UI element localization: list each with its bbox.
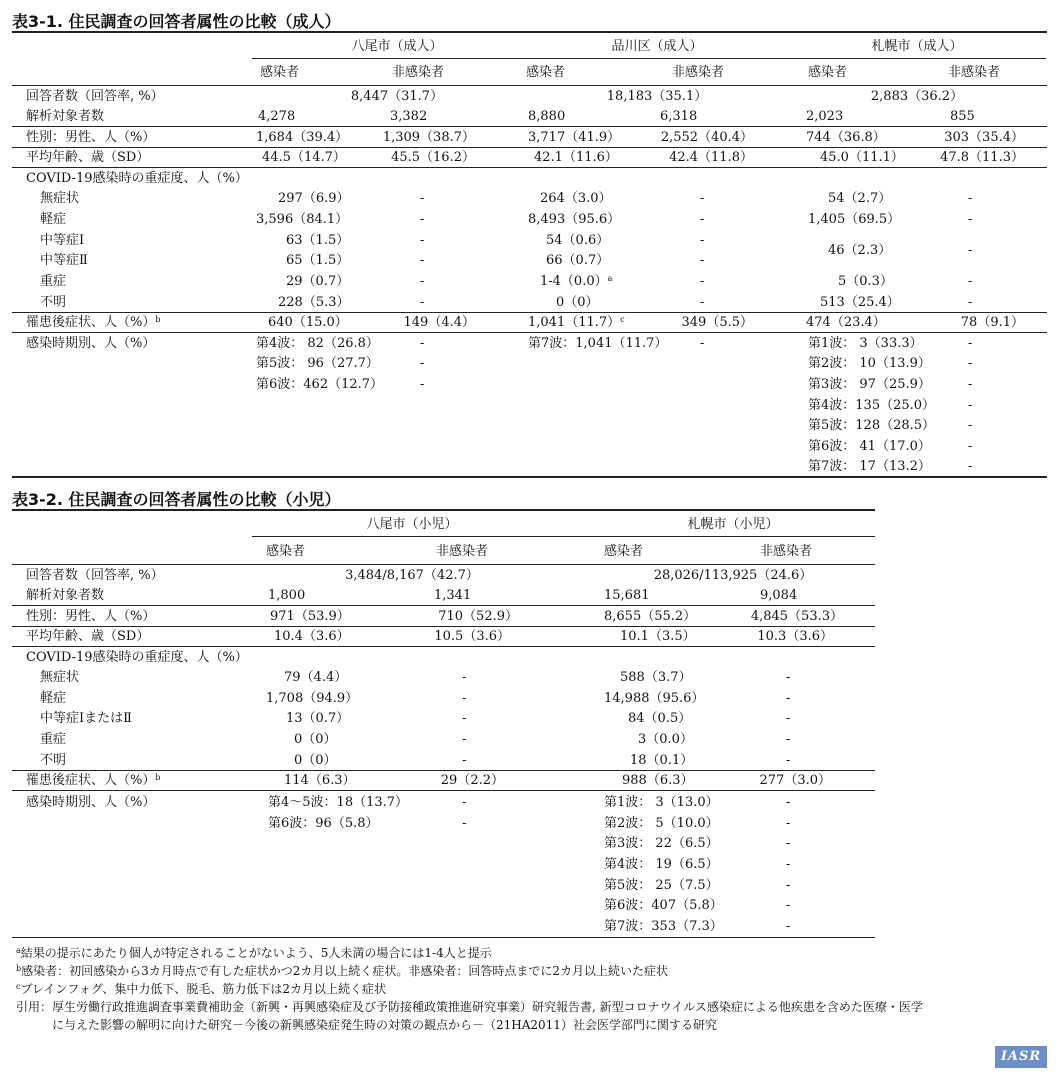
footnote-c: $^c$ブレインフォグ、集中力低下、脱毛、筋力低下は2カ月以上続く症状: [16, 982, 386, 996]
table1-cell: 45.5（16.2）: [391, 150, 475, 165]
table2-row-label: 平均年齢、歳（SD）: [26, 629, 150, 644]
table1-cell: 42.4（11.8）: [669, 150, 753, 165]
table1-sub-sap-inf: 感染者: [808, 65, 848, 80]
table2-cell: 710（52.9）: [438, 609, 518, 624]
table1-wave: 第7波： 17（13.2）: [808, 459, 931, 474]
table1-cell: 349（5.5）: [681, 315, 753, 330]
table2-row-label: 中等症ⅠまたはⅡ: [40, 711, 132, 726]
table2-wave-dash: -: [786, 919, 791, 934]
table2-cell: 28,026/113,925（24.6）: [653, 568, 813, 583]
table1-wave: 第7波：1,041（11.7）: [528, 336, 668, 351]
table1-row-label: 軽症: [40, 212, 67, 227]
table2-cell: 0（0）: [294, 753, 337, 768]
table1-wave: 第1波： 3（33.3）: [808, 336, 923, 351]
table1-wave-dash: -: [968, 356, 973, 371]
table1-cell: -: [700, 274, 705, 289]
table1-group-shinagawa: 品川区（成人）: [611, 39, 703, 54]
table1-cell: -: [968, 295, 973, 310]
table2-cell: 9,084: [760, 588, 798, 603]
table2-cell: 1,708（94.9）: [266, 691, 359, 706]
table1-row-rule: [12, 167, 1047, 168]
table2-cell: 10.4（3.6）: [274, 629, 350, 644]
table2-cell: -: [786, 711, 791, 726]
iasr-logo: IASR: [995, 1046, 1047, 1068]
table1-cell: 54（2.7）: [828, 191, 892, 206]
table1-cell: -: [968, 212, 973, 227]
table1-cell: -: [968, 274, 973, 289]
table2-cell: -: [462, 732, 467, 747]
table2-row-rule: [12, 790, 875, 791]
footnote-b: $^b$感染者：初回感染から3カ月時点で有した症状かつ2カ月以上続く症状。非感染者：回答時点までに2カ月以上続いた症状: [16, 964, 669, 978]
table1-wave: 第4波： 82（26.8）: [256, 336, 379, 351]
table2-cell: 114（6.3）: [284, 773, 356, 788]
table2-row-label: 重症: [40, 732, 67, 747]
table2-cell: 3,484/8,167（42.7）: [345, 568, 479, 583]
table1-cell: 8,493（95.6）: [528, 212, 621, 227]
table2-row-label: 軽症: [40, 691, 67, 706]
table2-cell: -: [462, 753, 467, 768]
table2-row-rule: [12, 770, 875, 771]
table1-bottom-rule: [12, 476, 1047, 478]
table1-cell: $1,041(11.7)^c$: [528, 315, 625, 330]
table1-cell: 3,596（84.1）: [256, 212, 349, 227]
table1-cell: 18,183（35.1）: [606, 89, 708, 104]
table2-title: 表3-2. 住民調査の回答者属性の比較（小児）: [12, 490, 341, 509]
table1-wave-dash: -: [968, 439, 973, 454]
table2-header-rule: [12, 564, 875, 565]
table2-cell: 971（53.9）: [270, 609, 350, 624]
table1-cell: -: [700, 212, 705, 227]
table1-sub-yao-inf: 感染者: [260, 65, 300, 80]
table2-wave-dash: -: [462, 795, 467, 810]
table1-cell: 3,717（41.9）: [528, 130, 621, 145]
table1-cell: 0（0）: [556, 295, 599, 310]
table2-cell: 0（0）: [294, 732, 337, 747]
table1-cell: 228（5.3）: [278, 295, 350, 310]
table2-wave: 第1波： 3（13.0）: [604, 795, 719, 810]
table2-row-label: 無症状: [40, 670, 80, 685]
table1-cell: 66（0.7）: [546, 253, 610, 268]
table1-wave-dash: -: [420, 377, 425, 392]
table2-cell: -: [462, 691, 467, 706]
table1-row-label: 感染時期別、人（%）: [26, 336, 156, 351]
table1-cell: -: [700, 253, 705, 268]
table1-cell: 1,309（38.7）: [382, 130, 475, 145]
table2-sub-sap-non: 非感染者: [760, 544, 813, 559]
table1-cell: 8,880: [528, 109, 566, 124]
table1-cell: -: [420, 253, 425, 268]
table1-cell: -: [420, 274, 425, 289]
table1-wave-dash: -: [968, 336, 973, 351]
table2-cell: -: [786, 753, 791, 768]
table2-cell: 588（3.7）: [620, 670, 692, 685]
table2-group-sapporo: 札幌市（小児）: [687, 517, 779, 532]
table1-cell: 303（35.4）: [944, 130, 1024, 145]
table2-wave-dash: -: [786, 878, 791, 893]
table1-cell: 640（15.0）: [268, 315, 348, 330]
table2-cell: 14,988（95.6）: [604, 691, 705, 706]
table2-wave-dash: -: [462, 816, 467, 831]
table1-row-rule: [12, 332, 1047, 333]
table1-sub-shin-non: 非感染者: [672, 65, 725, 80]
table1-cell: 3,382: [390, 109, 428, 124]
table1-cell: 1,405（69.5）: [808, 212, 901, 227]
table1-cell: -: [420, 233, 425, 248]
table1-cell: -: [700, 295, 705, 310]
table1-row-rule: [12, 126, 1047, 127]
table1-row-label: 解析対象者数: [26, 109, 105, 124]
table1-sub-yao-non: 非感染者: [392, 65, 445, 80]
table1-sub-sap-non: 非感染者: [948, 65, 1001, 80]
table2-wave-dash: -: [786, 898, 791, 913]
table2-cell: 988（6.3）: [622, 773, 694, 788]
table1-cell: 474（23.4）: [806, 315, 886, 330]
table2-top-rule: [12, 509, 875, 511]
table1-cell: 29（0.7）: [286, 274, 350, 289]
table1-cell: 54（0.6）: [546, 233, 610, 248]
table1-row-label: 中等症Ⅰ: [40, 233, 85, 248]
table1-wave: 第5波： 96（27.7）: [256, 356, 379, 371]
table1-cell: 47.8（11.3）: [940, 150, 1024, 165]
table2-row-rule: [12, 626, 875, 627]
table1-header-rule: [12, 85, 1047, 86]
table2-cell: -: [462, 711, 467, 726]
table1-cell: 2,023: [806, 109, 844, 124]
table1-cell: -: [968, 191, 973, 206]
table1-cell: 2,883（36.2）: [870, 89, 964, 104]
table1-title: 表3-1. 住民調査の回答者属性の比較（成人）: [12, 12, 341, 31]
table1-row-label: 平均年齢、歳（SD）: [26, 150, 150, 165]
table1-cell: 744（36.8）: [806, 130, 886, 145]
table2-row-rule: [12, 605, 875, 606]
table2-row-label: 感染時期別、人（%）: [26, 795, 156, 810]
table2-row-label: 不明: [40, 753, 67, 768]
table1-cell: 855: [950, 109, 975, 124]
table1-cell: -: [700, 191, 705, 206]
table1-cell: -: [420, 212, 425, 227]
table1-row-label: 性別：男性、人（%）: [26, 130, 156, 145]
table1-group-rule: [252, 58, 1046, 59]
table2-wave-dash: -: [786, 857, 791, 872]
table2-cell: 3（0.0）: [638, 732, 693, 747]
table2-wave: 第7波：353（7.3）: [604, 919, 723, 934]
table2-sub-yao-inf: 感染者: [266, 544, 306, 559]
table2-cell: -: [786, 732, 791, 747]
table1-wave: 第4波：135（25.0）: [808, 398, 936, 413]
table2-wave-dash: -: [786, 795, 791, 810]
table1-cell: 264（3.0）: [540, 191, 612, 206]
table1-cell: 45.0（11.1）: [820, 150, 904, 165]
table2-cell: 13（0.7）: [286, 711, 350, 726]
table2-wave: 第5波： 25（7.5）: [604, 878, 719, 893]
table1-row-rule: [12, 147, 1047, 148]
table2-wave: 第6波：407（5.8）: [604, 898, 723, 913]
table1-sub-shin-inf: 感染者: [526, 65, 566, 80]
table1-cell: 8,447（31.7）: [350, 89, 444, 104]
table1-cell: 78（9.1）: [960, 315, 1024, 330]
table2-group-rule: [252, 536, 875, 537]
table1-wave-dash: -: [700, 336, 705, 351]
table2-cell: -: [786, 670, 791, 685]
table1-wave-dash: -: [968, 418, 973, 433]
table2-row-label: COVID-19感染時の重症度、人（%）: [26, 650, 248, 665]
table1-wave-dash: -: [968, 459, 973, 474]
table1-cell: 42.1（11.6）: [534, 150, 618, 165]
table1-cell: -: [420, 295, 425, 310]
footnote-citation-cont: に与えた影響の解明に向けた研究－今後の新興感染症発生時の対策の観点から－（21HA2011）社会医学部門に関する研究: [52, 1018, 717, 1032]
table1-wave-dash: -: [968, 377, 973, 392]
table1-wave-dash: -: [968, 398, 973, 413]
table2-cell: 10.3（3.6）: [757, 629, 833, 644]
table1-wave: 第6波： 41（17.0）: [808, 439, 931, 454]
table1-row-label: 無症状: [40, 191, 80, 206]
table1-cell: 6,318: [660, 109, 698, 124]
table1-top-rule: [12, 31, 1047, 33]
table1-row-label: 回答者数（回答率, %）: [26, 89, 164, 104]
table1-cell: -: [700, 233, 705, 248]
table1-cell: -: [968, 243, 973, 258]
table2-bottom-rule: [12, 937, 875, 938]
table1-cell: 46（2.3）: [828, 243, 892, 258]
table2-sub-yao-non: 非感染者: [436, 544, 489, 559]
table1-wave: 第5波：128（28.5）: [808, 418, 936, 433]
table2-cell: 15,681: [604, 588, 650, 603]
table2-wave: 第4～5波：18（13.7）: [268, 795, 409, 810]
table2-row-label: 性別：男性、人（%）: [26, 609, 156, 624]
table1-row-label: 不明: [40, 295, 67, 310]
table2-cell: -: [786, 691, 791, 706]
table1-cell: 63（1.5）: [286, 233, 350, 248]
table2-wave-dash: -: [786, 836, 791, 851]
table2-cell: 277（3.0）: [759, 773, 831, 788]
table1-cell: 5（0.3）: [838, 274, 893, 289]
table2-cell: 1,341: [434, 588, 472, 603]
table2-row-label: 回答者数（回答率, %）: [26, 568, 164, 583]
table1-cell: 297（6.9）: [278, 191, 350, 206]
table1-cell: 44.5（14.7）: [262, 150, 346, 165]
table2-sub-sap-inf: 感染者: [604, 544, 644, 559]
table2-cell: 10.5（3.6）: [434, 629, 510, 644]
table1-cell: -: [420, 191, 425, 206]
table1-cell: $1-4(0.0)^a$: [540, 274, 613, 289]
table2-cell: 84（0.5）: [628, 711, 692, 726]
table2-group-yao: 八尾市（小児）: [366, 517, 458, 532]
table2-row-rule: [12, 646, 875, 647]
table2-wave-dash: -: [786, 816, 791, 831]
table2-cell: 10.1（3.5）: [620, 629, 696, 644]
table2-cell: -: [462, 670, 467, 685]
table1-wave: 第6波：462（12.7）: [256, 377, 384, 392]
table2-row-label: 罹患後症状、人（%）$^b$: [26, 773, 161, 788]
table1-cell: 513（25.4）: [820, 295, 900, 310]
table1-wave-dash: -: [420, 356, 425, 371]
table1-cell: 2,552（40.4）: [660, 130, 753, 145]
table2-cell: 29（2.2）: [440, 773, 504, 788]
table1-row-label: 重症: [40, 274, 67, 289]
table2-cell: 18（0.1）: [630, 753, 694, 768]
footnote-a: $^a$結果の提示にあたり個人が特定されることがないよう、5人未満の場合には1-4人と提示: [16, 946, 492, 960]
footnote-citation: 引用：厚生労働行政推進調査事業費補助金（新興・再興感染症及び予防接種政策推進研究事業）研究報告書, 新型コロナウイルス感染症による他疾患を含めた医療・医学: [16, 1000, 923, 1014]
table1-cell: 1,684（39.4）: [256, 130, 349, 145]
table1-row-label: COVID-19感染時の重症度、人（%）: [26, 171, 248, 186]
table1-row-rule: [12, 312, 1047, 313]
table1-group-sapporo: 札幌市（成人）: [871, 39, 963, 54]
table1-wave-dash: -: [420, 336, 425, 351]
table1-cell: 149（4.4）: [403, 315, 475, 330]
table1-cell: 65（1.5）: [286, 253, 350, 268]
table2-cell: 8,655（55.2）: [604, 609, 697, 624]
table2-cell: 1,800: [268, 588, 306, 603]
table2-wave: 第2波： 5（10.0）: [604, 816, 719, 831]
table2-wave: 第6波：96（5.8）: [268, 816, 379, 831]
table2-wave: 第4波： 19（6.5）: [604, 857, 719, 872]
table2-wave: 第3波： 22（6.5）: [604, 836, 719, 851]
table1-wave: 第2波： 10（13.9）: [808, 356, 931, 371]
table2-row-label: 解析対象者数: [26, 588, 105, 603]
table1-wave: 第3波： 97（25.9）: [808, 377, 931, 392]
table1-row-label: 中等症Ⅱ: [40, 253, 88, 268]
table1-row-label: 罹患後症状、人（%）$^b$: [26, 315, 161, 330]
table2-cell: 79（4.4）: [284, 670, 348, 685]
table1-cell: 4,278: [258, 109, 296, 124]
table2-cell: 4,845（53.3）: [750, 609, 843, 624]
table1-group-yao: 八尾市（成人）: [351, 39, 443, 54]
